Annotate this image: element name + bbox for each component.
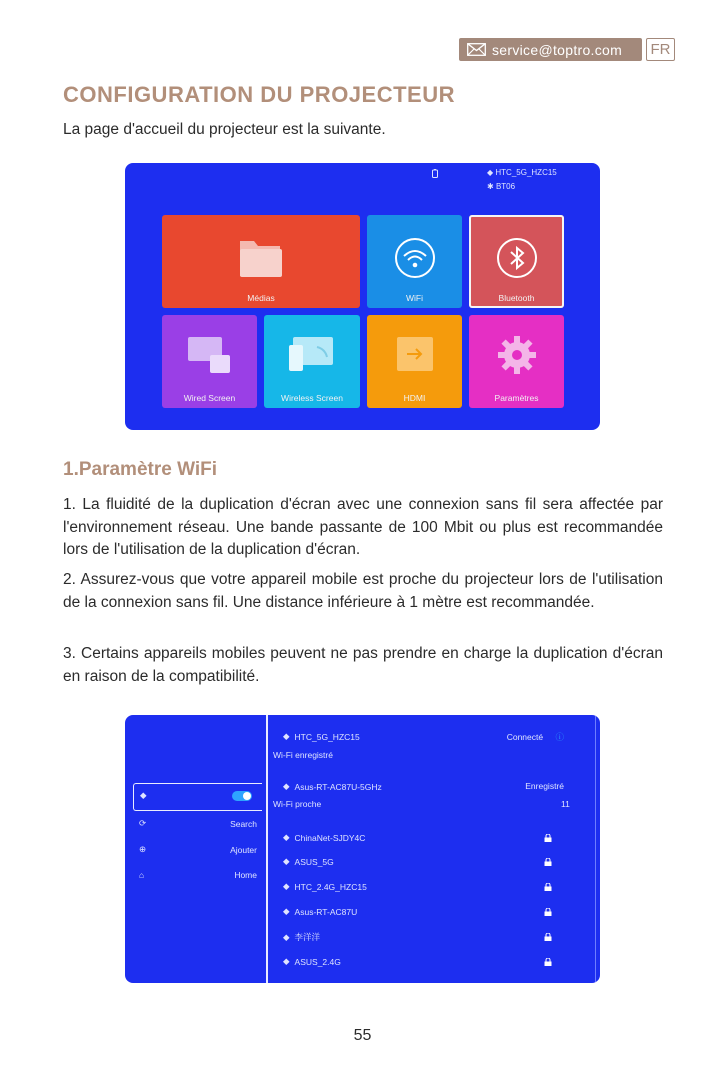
- wireless-screen-icon: [287, 333, 337, 377]
- network-name: Asus-RT-AC87U: [294, 906, 358, 917]
- wifi-settings-screen: [125, 715, 600, 983]
- network-name: 李洋洋: [294, 932, 321, 942]
- sidebar-item-label: Search: [230, 818, 257, 829]
- wifi-icon: ◆: [283, 956, 290, 966]
- sidebar-item-search[interactable]: [139, 818, 257, 829]
- paragraph-1: 1. La fluidité de la duplication d'écran avec une connexion sans fil sera affectée par l'environnement réseau. Une bande passante de 100 Mbit ou plus est recommandée lors de l'utilisation de la duplication d'écran.: [63, 496, 663, 558]
- refresh-icon: ⟳: [139, 818, 147, 828]
- lock-icon: [544, 908, 552, 916]
- nearby-count: 11: [561, 799, 570, 809]
- network-name: ChinaNet-SJDY4C: [294, 832, 366, 843]
- network-nearby[interactable]: [283, 881, 367, 892]
- wifi-icon: [394, 237, 436, 279]
- tile-wired-screen[interactable]: [162, 315, 257, 408]
- tile-label: Paramètres: [494, 393, 539, 403]
- info-icon[interactable]: ⓘ: [555, 732, 564, 742]
- tile-label: HDMI: [403, 393, 426, 403]
- wifi-icon: ◆: [283, 832, 290, 842]
- battery-icon: [432, 169, 438, 180]
- tile-wireless-screen[interactable]: [264, 315, 360, 408]
- wifi-status: [487, 168, 557, 177]
- sidebar-item-label: Home: [234, 870, 257, 880]
- add-icon: ⊕: [139, 844, 147, 854]
- wired-screen-icon: [186, 333, 234, 377]
- wifi-icon: ◆: [283, 781, 290, 791]
- tile-wifi[interactable]: [367, 215, 462, 308]
- email-badge: [459, 38, 642, 61]
- projector-home-screen: [125, 163, 600, 430]
- network-name: ASUS_5G: [294, 856, 334, 867]
- network-nearby[interactable]: [283, 906, 357, 917]
- network-nearby[interactable]: [283, 931, 320, 943]
- network-name: Asus-RT-AC87U-5GHz: [294, 781, 382, 792]
- wifi-icon: ◆: [283, 906, 290, 916]
- divider: [266, 715, 268, 983]
- network-nearby[interactable]: [283, 856, 334, 867]
- lock-icon: [544, 858, 552, 866]
- wifi-toggle-row[interactable]: [133, 783, 262, 811]
- tile-hdmi[interactable]: [367, 315, 462, 408]
- language-badge: FR: [646, 38, 675, 61]
- network-name: HTC_2.4G_HZC15: [294, 881, 367, 892]
- wifi-toggle[interactable]: [232, 791, 252, 801]
- gear-icon: [495, 333, 539, 377]
- network-name: HTC_5G_HZC15: [294, 731, 360, 742]
- sidebar-item-label: Ajouter: [230, 844, 257, 855]
- tile-label: WiFi: [406, 293, 423, 303]
- network-nearby[interactable]: [283, 956, 341, 967]
- bluetooth-status: [487, 182, 515, 191]
- network-saved[interactable]: [283, 781, 382, 792]
- bluetooth-icon: [496, 237, 538, 279]
- connected-status-text: Connecté: [506, 732, 544, 742]
- bluetooth-status-name: BT06: [495, 182, 516, 191]
- wifi-icon: ◆: [283, 931, 290, 942]
- wifi-icon: ◆: [283, 881, 290, 891]
- paragraph-2: 2. Assurez-vous que votre appareil mobile est proche du projecteur lors de l'utilisation de la connexion sans fil. Une distance inférieure à 1 mètre est recommandée.: [63, 571, 663, 611]
- wifi-icon: ◆: [487, 168, 494, 177]
- tile-label: Wired Screen: [183, 393, 236, 403]
- lock-icon: [544, 883, 552, 891]
- paragraph-3: 3. Certains appareils mobiles peuvent ne pas prendre en charge la duplication d'écran en raison de la compatibilité.: [63, 645, 663, 685]
- lock-icon: [544, 933, 552, 941]
- saved-status: Enregistré: [525, 781, 564, 791]
- saved-header: Wi-Fi enregistré: [273, 750, 333, 760]
- sidebar-item-home[interactable]: [139, 870, 257, 880]
- page-number: 55: [353, 1027, 372, 1044]
- tile-bluetooth[interactable]: [469, 215, 564, 308]
- wifi-icon: ◆: [283, 856, 290, 866]
- nearby-header: Wi-Fi proche: [273, 799, 322, 809]
- hdmi-icon: [395, 335, 435, 373]
- network-name: ASUS_2.4G: [294, 956, 341, 967]
- wifi-icon: ◆: [140, 790, 147, 800]
- email-text[interactable]: service@toptro.com: [492, 41, 623, 58]
- tile-label: Wireless Screen: [281, 393, 343, 403]
- page-title: CONFIGURATION DU PROJECTEUR: [63, 82, 455, 107]
- network-connected[interactable]: [283, 731, 360, 742]
- sidebar-item-ajouter[interactable]: [139, 844, 257, 855]
- wifi-status-name: HTC_5G_HZC15: [495, 168, 557, 177]
- lock-icon: [544, 834, 552, 842]
- lock-icon: [544, 958, 552, 966]
- intro-text: La page d'accueil du projecteur est la suivante.: [63, 121, 386, 138]
- envelope-icon: [467, 43, 486, 56]
- tile-parametres[interactable]: [469, 315, 564, 408]
- section-title: 1.Paramètre WiFi: [63, 459, 218, 480]
- scrollbar[interactable]: [595, 715, 596, 983]
- folder-icon: [238, 235, 284, 279]
- tile-label: Médias: [247, 293, 275, 303]
- connected-status: [507, 731, 564, 743]
- tile-medias[interactable]: [162, 215, 360, 308]
- tile-label: Bluetooth: [498, 293, 535, 303]
- home-icon: ⌂: [139, 870, 145, 880]
- bluetooth-icon: ✱: [487, 182, 494, 191]
- network-nearby[interactable]: [283, 832, 365, 843]
- wifi-icon: ◆: [283, 731, 290, 741]
